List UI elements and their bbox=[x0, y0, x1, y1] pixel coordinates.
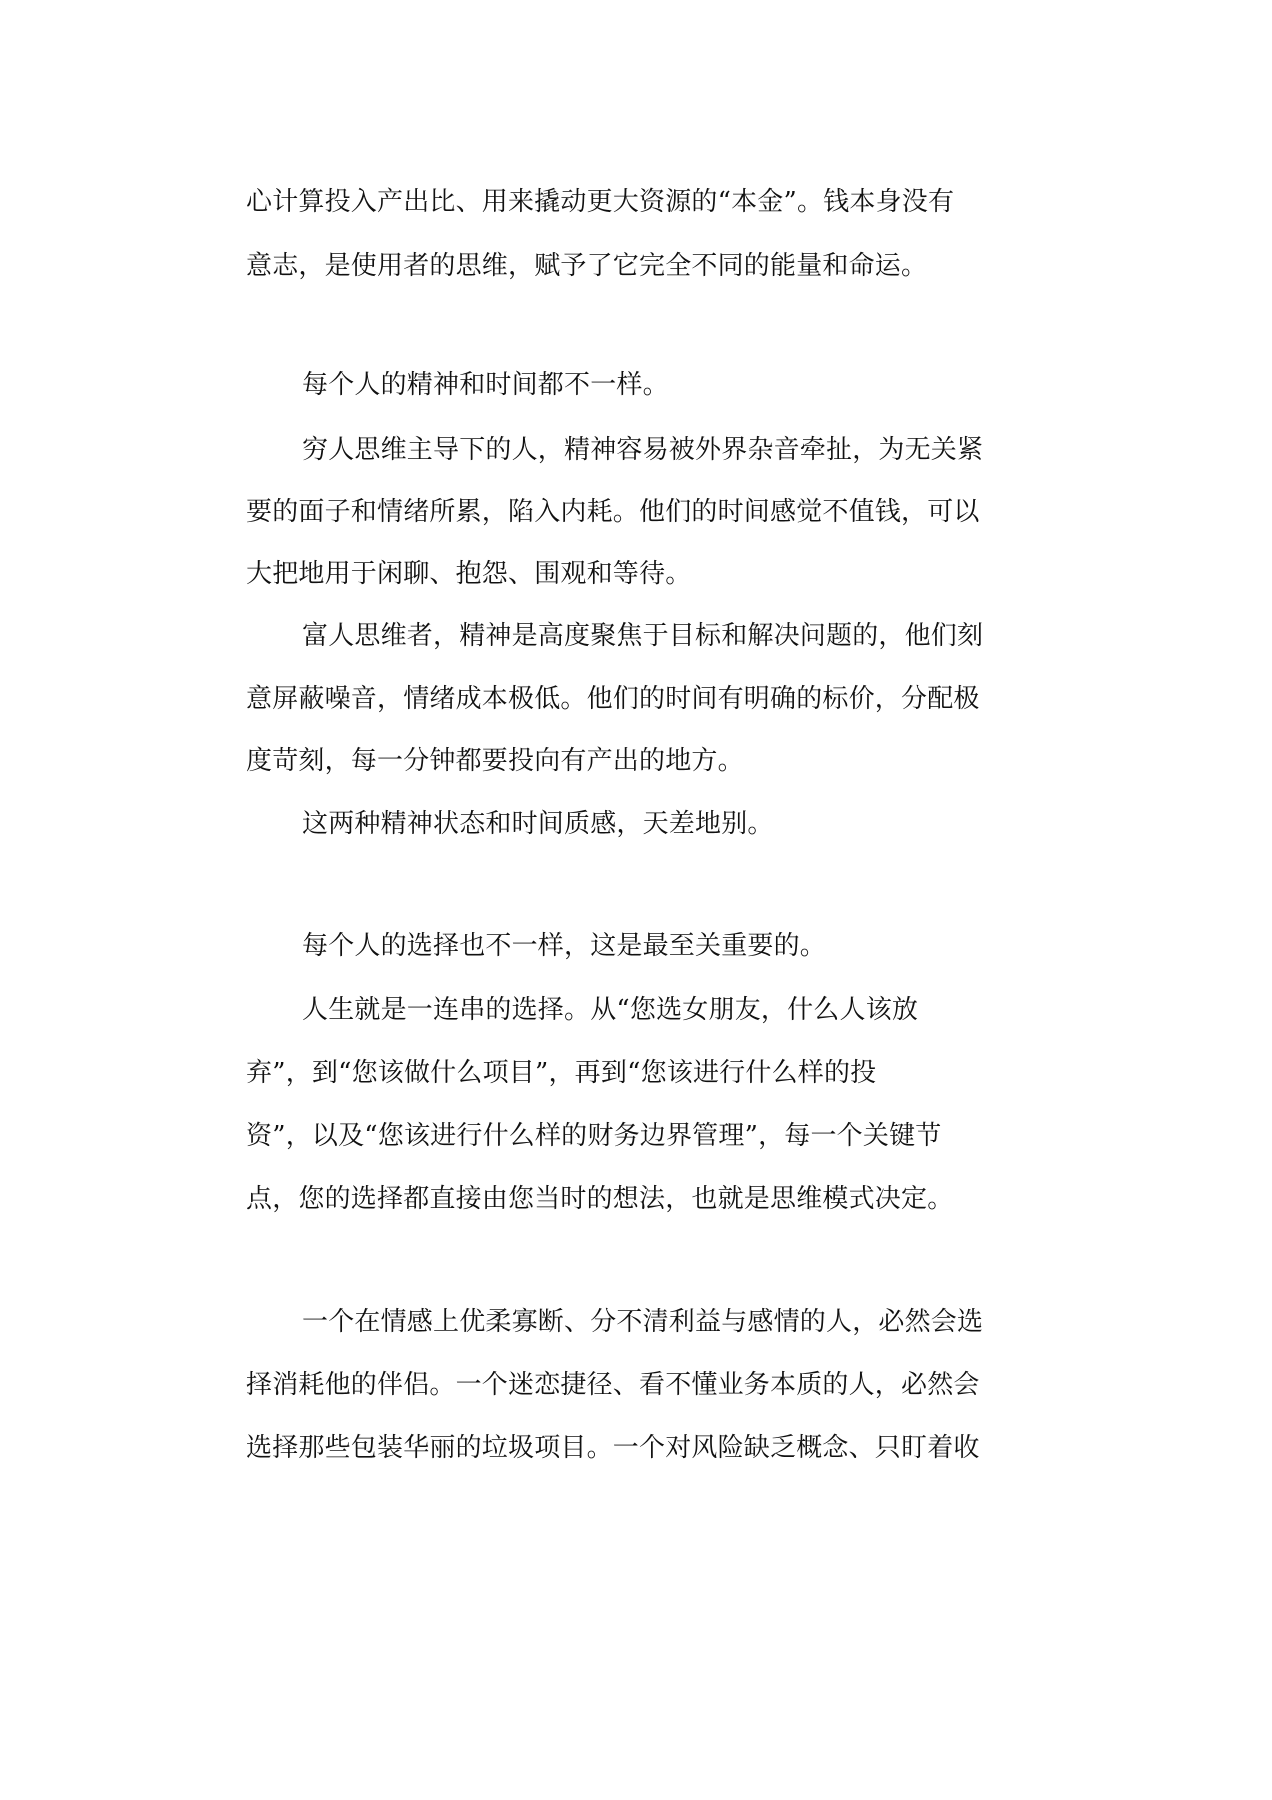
text-line-3: 每个人的精神和时间都不一样。 bbox=[302, 370, 669, 400]
text-line-5: 要的面子和情绪所累，陷入内耗。他们的时间感觉不值钱，可以 bbox=[246, 497, 980, 527]
text-line-10: 这两种精神状态和时间质感，天差地别。 bbox=[302, 809, 774, 839]
text-line-9: 度苛刻，每一分钟都要投向有产出的地方。 bbox=[246, 746, 744, 776]
text-line-7: 富人思维者，精神是高度聚焦于目标和解决问题的，他们刻 bbox=[302, 621, 984, 651]
text-line-1: 心计算投入产出比、用来撬动更大资源的“本金”。钱本身没有 bbox=[246, 187, 955, 217]
text-line-15: 点，您的选择都直接由您当时的想法，也就是思维模式决定。 bbox=[246, 1184, 954, 1214]
text-line-4: 穷人思维主导下的人，精神容易被外界杂音牵扯，为无关紧 bbox=[302, 435, 984, 465]
text-line-17: 择消耗他的伴侣。一个迷恋捷径、看不懂业务本质的人，必然会 bbox=[246, 1370, 980, 1400]
text-line-18: 选择那些包装华丽的垃圾项目。一个对风险缺乏概念、只盯着收 bbox=[246, 1433, 980, 1463]
text-line-8: 意屏蔽噪音，情绪成本极低。他们的时间有明确的标价，分配极 bbox=[246, 684, 980, 714]
text-line-12: 人生就是一连串的选择。从“您选女朋友，什么人该放 bbox=[302, 995, 919, 1025]
text-line-6: 大把地用于闲聊、抱怨、围观和等待。 bbox=[246, 559, 692, 589]
text-line-14: 资”，以及“您该进行什么样的财务边界管理”，每一个关键节 bbox=[246, 1121, 942, 1151]
text-line-11: 每个人的选择也不一样，这是最至关重要的。 bbox=[302, 931, 827, 961]
text-line-13: 弃”，到“您该做什么项目”，再到“您该进行什么样的投 bbox=[246, 1058, 877, 1088]
text-line-2: 意志，是使用者的思维，赋予了它完全不同的能量和命运。 bbox=[246, 251, 928, 281]
text-line-16: 一个在情感上优柔寡断、分不清利益与感情的人，必然会选 bbox=[302, 1307, 984, 1337]
